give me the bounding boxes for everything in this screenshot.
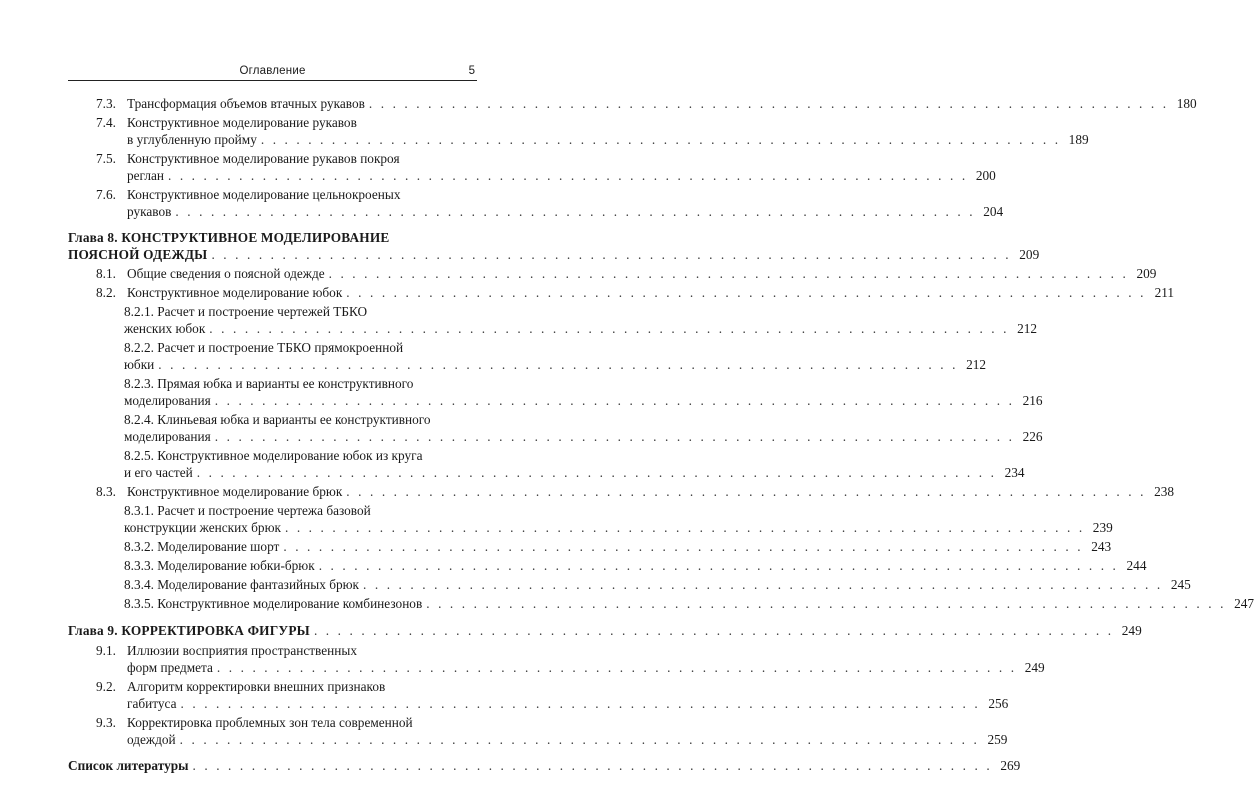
dot-leader: . . . . . . . . . . . . . . . . . . . . . . . . . . . . . . . . . . . . . . . . . . . . . . . . . . . . . . . . . . . . . . . . . . . . bbox=[196, 465, 997, 480]
toc-entry-8-3-3 bbox=[0, 556, 1147, 575]
toc-entry-8-2-2-cont bbox=[0, 355, 987, 374]
entry-page: 226 bbox=[1022, 429, 1043, 444]
entry-title: 8.2.5. Конструктивное моделирование юбок из круга bbox=[124, 448, 423, 463]
dot-leader: . . . . . . . . . . . . . . . . . . . . . . . . . . . . . . . . . . . . . . . . . . . . . . . . . . . . . . . . . . . . . . . . . . . . bbox=[180, 696, 981, 711]
toc-entry-9-3-cont bbox=[0, 730, 1008, 749]
section-number: 7.6. bbox=[96, 187, 116, 202]
entry-title: форм предмета bbox=[127, 660, 213, 675]
dot-leader: . . . . . . . . . . . . . . . . . . . . . . . . . . . . . . . . . . . . . . . . . . . . . . . . . . . . . . . . . . . . . . . . . . . . bbox=[363, 577, 1163, 592]
running-head-title: Оглавление bbox=[239, 65, 306, 77]
entry-page: 249 bbox=[1121, 623, 1142, 638]
entry-title: реглан bbox=[127, 168, 164, 183]
chapter-title: Список литературы bbox=[68, 758, 189, 773]
dot-leader: . . . . . . . . . . . . . . . . . . . . . . . . . . . . . . . . . . . . . . . . . . . . . . . . . . . . . . . . . . . . . . . . . . . . bbox=[214, 393, 1015, 408]
entry-title: Конструктивное моделирование рукавов bbox=[127, 115, 357, 130]
entry-title: и его частей bbox=[124, 465, 193, 480]
entry-title: Иллюзии восприятия пространственных bbox=[127, 643, 357, 658]
entry-page: 212 bbox=[1017, 321, 1038, 336]
section-number: 8.3. bbox=[96, 484, 116, 499]
entry-title: 8.2.2. Расчет и построение ТБКО прямокроенной bbox=[124, 340, 404, 355]
entry-title: 8.3.1. Расчет и построение чертежа базовой bbox=[124, 503, 371, 518]
toc-entry-8-2-3-cont bbox=[0, 391, 1043, 410]
entry-page: 209 bbox=[1019, 247, 1040, 262]
toc-entry-7-3 bbox=[0, 94, 1197, 113]
entry-title: Конструктивное моделирование брюк bbox=[127, 484, 343, 499]
toc-entry-7-4-cont bbox=[0, 130, 1089, 149]
section-number: 7.3. bbox=[96, 96, 116, 111]
dot-leader: . . . . . . . . . . . . . . . . . . . . . . . . . . . . . . . . . . . . . . . . . . . . . . . . . . . . . . . . . . . . . . . . . . . . bbox=[368, 96, 1169, 111]
toc-entry-8-3 bbox=[0, 482, 1175, 501]
toc-entry-7-6-cont bbox=[0, 202, 1004, 221]
dot-leader: . . . . . . . . . . . . . . . . . . . . . . . . . . . . . . . . . . . . . . . . . . . . . . . . . . . . . . . . . . . . . . . . . . . . bbox=[318, 558, 1119, 573]
dot-leader: . . . . . . . . . . . . . . . . . . . . . . . . . . . . . . . . . . . . . . . . . . . . . . . . . . . . . . . . . . . . . . . . . . . . bbox=[175, 204, 976, 219]
section-number: 9.2. bbox=[96, 679, 116, 694]
entry-title: Конструктивное моделирование рукавов покроя bbox=[127, 151, 400, 166]
section-number: 7.4. bbox=[96, 115, 116, 130]
entry-title: юбки bbox=[124, 357, 155, 372]
toc-entry-8-2 bbox=[0, 283, 1175, 302]
entry-title: Корректировка проблемных зон тела современной bbox=[127, 715, 413, 730]
entry-page: 234 bbox=[1004, 465, 1025, 480]
chapter-title: ПОЯСНОЙ ОДЕЖДЫ bbox=[68, 247, 208, 262]
toc-entry-7-5-cont bbox=[0, 166, 996, 185]
dot-leader: . . . . . . . . . . . . . . . . . . . . . . . . . . . . . . . . . . . . . . . . . . . . . . . . . . . . . . . . . . . . . . . . . . . . bbox=[346, 285, 1147, 300]
entry-page: 212 bbox=[966, 357, 987, 372]
entry-title: 8.3.4. Моделирование фантазийных брюк bbox=[124, 577, 360, 592]
entry-title: 8.2.1. Расчет и построение чертежей ТБКО bbox=[124, 304, 368, 319]
entry-title: моделирования bbox=[124, 393, 211, 408]
toc-entry-8-3-5 bbox=[0, 594, 1254, 613]
toc-chapter-8-cont bbox=[0, 245, 1040, 264]
entry-page: 239 bbox=[1092, 520, 1113, 535]
toc-entry-8-3-1-cont bbox=[0, 518, 1113, 537]
chapter-title: Глава 9. КОРРЕКТИРОВКА ФИГУРЫ bbox=[68, 623, 310, 638]
entry-title: Конструктивное моделирование цельнокроеных bbox=[127, 187, 401, 202]
dot-leader: . . . . . . . . . . . . . . . . . . . . . . . . . . . . . . . . . . . . . . . . . . . . . . . . . . . . . . . . . . . . . . . . . . . . bbox=[158, 357, 959, 372]
entry-page: 256 bbox=[988, 696, 1009, 711]
entry-title: Общие сведения о поясной одежде bbox=[127, 266, 325, 281]
entry-page: 247 bbox=[1234, 596, 1254, 611]
entry-page: 243 bbox=[1091, 539, 1112, 554]
running-head bbox=[68, 62, 477, 81]
section-number: 8.2. bbox=[96, 285, 116, 300]
entry-title: женских юбок bbox=[124, 321, 206, 336]
dot-leader: . . . . . . . . . . . . . . . . . . . . . . . . . . . . . . . . . . . . . . . . . . . . . . . . . . . . . . . . . . . . . . . . . . . . bbox=[179, 732, 980, 747]
toc-entry-8-3-4 bbox=[0, 575, 1191, 594]
toc-entry-8-2-5-cont bbox=[0, 463, 1025, 482]
entry-page: 269 bbox=[1000, 758, 1021, 773]
entry-page: 259 bbox=[987, 732, 1008, 747]
dot-leader: . . . . . . . . . . . . . . . . . . . . . . . . . . . . . . . . . . . . . . . . . . . . . . . . . . . . . . . . . . . . . . . . . . . . bbox=[192, 758, 993, 773]
entry-page: 244 bbox=[1126, 558, 1147, 573]
entry-page: 180 bbox=[1176, 96, 1197, 111]
chapter-title: Глава 8. КОНСТРУКТИВНОЕ МОДЕЛИРОВАНИЕ bbox=[68, 230, 390, 245]
entry-page: 209 bbox=[1136, 266, 1157, 281]
entry-title: Конструктивное моделирование юбок bbox=[127, 285, 343, 300]
entry-title: Алгоритм корректировки внешних признаков bbox=[127, 679, 386, 694]
entry-page: 216 bbox=[1022, 393, 1043, 408]
entry-title: габитуса bbox=[127, 696, 177, 711]
toc-entry-8-3-2 bbox=[0, 537, 1112, 556]
entry-page: 245 bbox=[1170, 577, 1191, 592]
entry-title: 8.3.3. Моделирование юбки-брюк bbox=[124, 558, 315, 573]
entry-page: 204 bbox=[983, 204, 1004, 219]
entry-title: одеждой bbox=[127, 732, 176, 747]
entry-page: 189 bbox=[1068, 132, 1089, 147]
dot-leader: . . . . . . . . . . . . . . . . . . . . . . . . . . . . . . . . . . . . . . . . . . . . . . . . . . . . . . . . . . . . . . . . . . . . bbox=[284, 520, 1085, 535]
dot-leader: . . . . . . . . . . . . . . . . . . . . . . . . . . . . . . . . . . . . . . . . . . . . . . . . . . . . . . . . . . . . . . . . . . . . bbox=[167, 168, 968, 183]
section-number: 8.1. bbox=[96, 266, 116, 281]
entry-title: моделирования bbox=[124, 429, 211, 444]
section-number: 7.5. bbox=[96, 151, 116, 166]
entry-title: 8.3.2. Моделирование шорт bbox=[124, 539, 280, 554]
dot-leader: . . . . . . . . . . . . . . . . . . . . . . . . . . . . . . . . . . . . . . . . . . . . . . . . . . . . . . . . . . . . . . . . . . . . bbox=[209, 321, 1010, 336]
entry-title: в углубленную пройму bbox=[127, 132, 257, 147]
entry-title: Трансформация объемов втачных рукавов bbox=[127, 96, 365, 111]
dot-leader: . . . . . . . . . . . . . . . . . . . . . . . . . . . . . . . . . . . . . . . . . . . . . . . . . . . . . . . . . . . . . . . . . . . . bbox=[346, 484, 1147, 499]
toc-entry-9-1-cont bbox=[0, 658, 1045, 677]
toc-entry-8-2-4-cont bbox=[0, 427, 1043, 446]
dot-leader: . . . . . . . . . . . . . . . . . . . . . . . . . . . . . . . . . . . . . . . . . . . . . . . . . . . . . . . . . . . . . . . . . . . . bbox=[216, 660, 1017, 675]
entry-page: 200 bbox=[975, 168, 996, 183]
entry-page: 249 bbox=[1024, 660, 1045, 675]
dot-leader: . . . . . . . . . . . . . . . . . . . . . . . . . . . . . . . . . . . . . . . . . . . . . . . . . . . . . . . . . . . . . . . . . . . . bbox=[211, 247, 1012, 262]
section-number: 9.1. bbox=[96, 643, 116, 658]
dot-leader: . . . . . . . . . . . . . . . . . . . . . . . . . . . . . . . . . . . . . . . . . . . . . . . . . . . . . . . . . . . . . . . . . . . . bbox=[260, 132, 1061, 147]
dot-leader: . . . . . . . . . . . . . . . . . . . . . . . . . . . . . . . . . . . . . . . . . . . . . . . . . . . . . . . . . . . . . . . . . . . . bbox=[426, 596, 1227, 611]
dot-leader: . . . . . . . . . . . . . . . . . . . . . . . . . . . . . . . . . . . . . . . . . . . . . . . . . . . . . . . . . . . . . . . . . . . . bbox=[313, 623, 1114, 638]
entry-title: 8.2.3. Прямая юбка и варианты ее конструктивного bbox=[124, 376, 414, 391]
entry-page: 238 bbox=[1154, 484, 1175, 499]
toc-chapter-9 bbox=[0, 621, 1142, 640]
entry-title: 8.3.5. Конструктивное моделирование комбинезонов bbox=[124, 596, 423, 611]
toc-entry-8-2-1-cont bbox=[0, 319, 1038, 338]
entry-title: конструкции женских брюк bbox=[124, 520, 281, 535]
page-number: 5 bbox=[468, 65, 475, 77]
section-number: 9.3. bbox=[96, 715, 116, 730]
toc-entry-9-2-cont bbox=[0, 694, 1009, 713]
dot-leader: . . . . . . . . . . . . . . . . . . . . . . . . . . . . . . . . . . . . . . . . . . . . . . . . . . . . . . . . . . . . . . . . . . . . bbox=[214, 429, 1015, 444]
dot-leader: . . . . . . . . . . . . . . . . . . . . . . . . . . . . . . . . . . . . . . . . . . . . . . . . . . . . . . . . . . . . . . . . . . . . bbox=[328, 266, 1129, 281]
toc-bibliography bbox=[0, 756, 1021, 775]
entry-page: 211 bbox=[1154, 285, 1175, 300]
entry-title: рукавов bbox=[127, 204, 172, 219]
toc-entry-8-1 bbox=[0, 264, 1157, 283]
entry-title: 8.2.4. Клиньевая юбка и варианты ее конструктивного bbox=[124, 412, 431, 427]
dot-leader: . . . . . . . . . . . . . . . . . . . . . . . . . . . . . . . . . . . . . . . . . . . . . . . . . . . . . . . . . . . . . . . . . . . . bbox=[283, 539, 1084, 554]
